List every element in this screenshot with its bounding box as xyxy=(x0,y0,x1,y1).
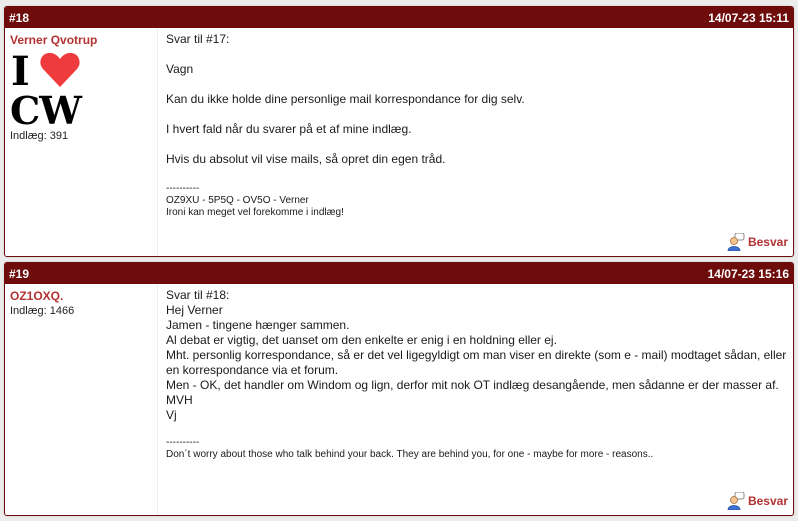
post-line xyxy=(166,77,793,92)
post-header xyxy=(5,263,793,284)
author-name[interactable]: OZ1OXQ. xyxy=(10,289,64,303)
post-line xyxy=(166,107,793,122)
avatar-text: CW xyxy=(10,88,81,133)
signature-line: Don´t worry about those who talk behind your back. They are behind you, for one - maybe for more - reasons.. xyxy=(166,449,654,460)
reply-button[interactable] xyxy=(727,233,788,251)
post-count: Indlæg: 1466 xyxy=(10,305,75,317)
post-line: Kan du ikke holde dine personlige mail korrespondance for dig selv. xyxy=(166,92,525,106)
post-timestamp: 14/07-23 15:16 xyxy=(707,266,789,281)
post-line: Vagn xyxy=(166,62,194,76)
signature-line: OZ9XU - 5P5Q - OV5O - Verner xyxy=(166,195,309,206)
post-line: Al debat er vigtig, det uanset om den enkelte er enig i en holdning eller ej. xyxy=(166,333,557,347)
post-line: Jamen - tingene hænger sammen. xyxy=(166,318,350,332)
post-line xyxy=(166,47,793,62)
post-body xyxy=(5,284,793,515)
post-line xyxy=(166,137,793,152)
signature-line: Ironi kan meget vel forekomme i indlæg! xyxy=(166,207,344,218)
forum-post-19 xyxy=(4,262,794,516)
post-content xyxy=(158,28,793,256)
post-line: Hvis du absolut vil vise mails, så opret din egen tråd. xyxy=(166,152,446,166)
post-header xyxy=(5,7,793,28)
author-panel xyxy=(5,28,157,256)
post-count: Indlæg: 391 xyxy=(10,130,69,142)
signature xyxy=(166,183,793,219)
post-body xyxy=(5,28,793,256)
post-line: Svar til #18: xyxy=(166,288,230,302)
post-line: MVH xyxy=(166,393,193,407)
heart-icon xyxy=(40,52,80,88)
avatar-letter: I xyxy=(11,48,30,95)
post-content xyxy=(158,284,793,515)
post-number[interactable]: #19 xyxy=(9,266,30,281)
post-line: Svar til #17: xyxy=(166,32,230,46)
post-line: I hvert fald når du svarer på et af mine indlæg. xyxy=(166,122,412,136)
signature-line: ---------- xyxy=(166,183,200,194)
post-line: Men - OK, det handler om Windom og lign, derfor mit nok OT indlæg desangående, men sådanne er der masser af. xyxy=(166,378,779,392)
reply-user-icon xyxy=(727,492,745,510)
signature-line: ---------- xyxy=(166,437,200,448)
post-line: Hej Verner xyxy=(166,303,223,317)
post-timestamp: 14/07-23 15:11 xyxy=(708,10,789,25)
post-number[interactable]: #18 xyxy=(9,10,30,25)
author-panel xyxy=(5,284,157,515)
author-name[interactable]: Verner Qvotrup xyxy=(10,33,98,47)
post-line: Mht. personlig korrespondance, så er det vel ligegyldigt om man viser en direkte (som e - mail) modtaget sådan, eller en korrespondance via et forum. xyxy=(166,348,787,377)
reply-label: Besvar xyxy=(747,235,788,249)
post-line: Vj xyxy=(166,408,177,422)
reply-label: Besvar xyxy=(747,494,788,508)
forum-post-18 xyxy=(4,6,794,257)
avatar xyxy=(10,48,84,133)
signature xyxy=(166,437,793,461)
reply-button[interactable] xyxy=(727,492,788,510)
reply-user-icon xyxy=(727,233,745,251)
